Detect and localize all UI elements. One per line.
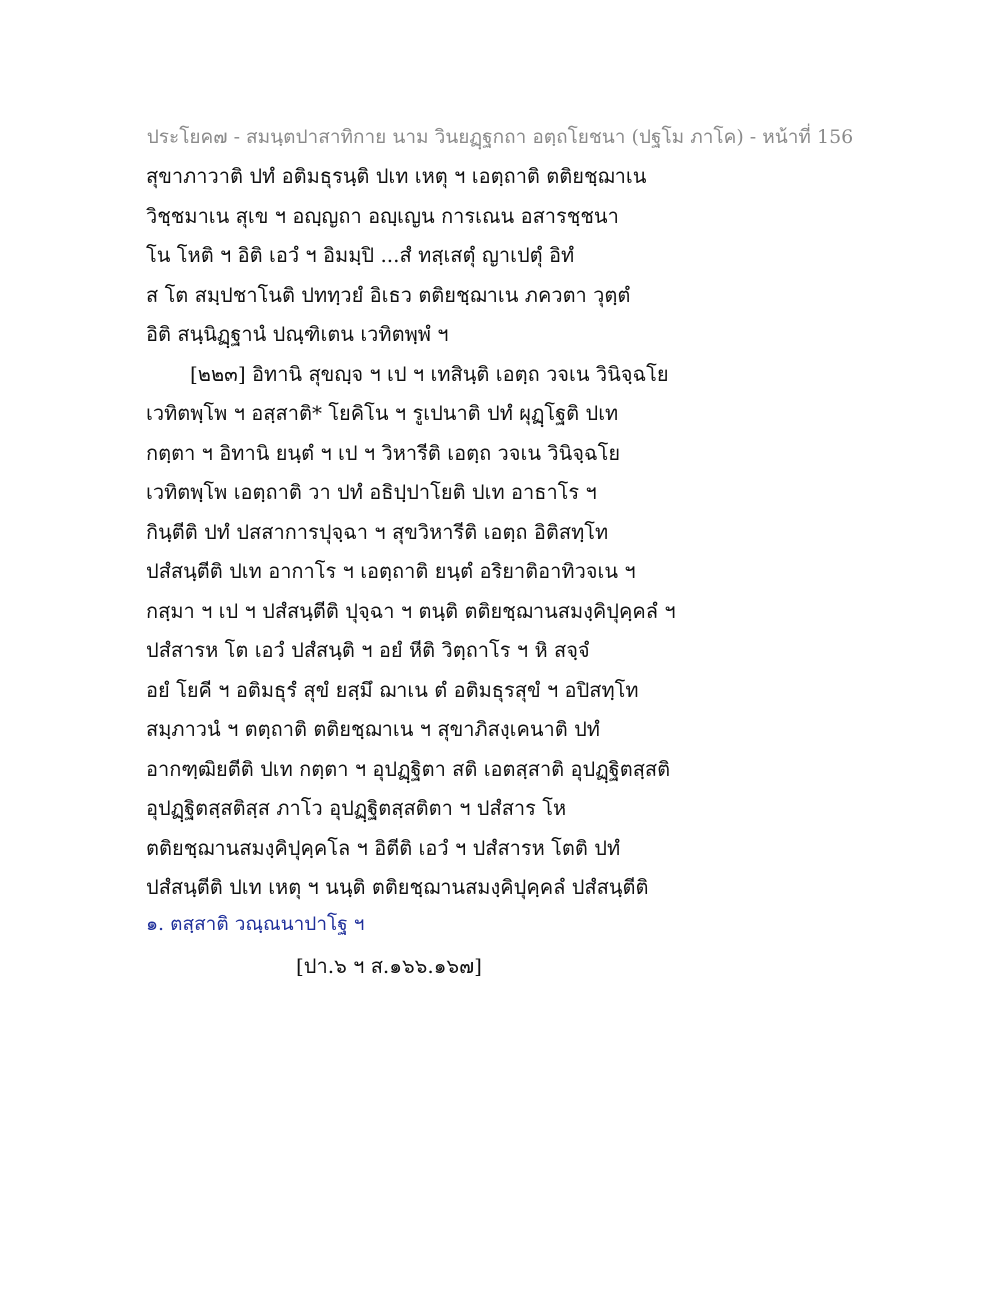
text-line: ส โต สมฺปชาโนติ ปททฺวยํ อิเธว ตติยชฺฌาเน ภควตา วุตฺตํ <box>146 282 631 307</box>
paragraph-start-line: [๒๒๓] อิทานิ สุขญฺจ ฯ เป ฯ เทสินฺติ เอตฺถ วจเน วินิจฺฉโย <box>190 361 669 386</box>
text-line: ตติยชฺฌานสมงฺคิปุคฺคโล ฯ อิตีติ เอวํ ฯ ปสํสารห โตติ ปทํ <box>146 835 621 860</box>
text-line: เวทิตพฺโพ ฯ อสฺสาติ* โยคิโน ฯ รูเปนาติ ปทํ ผุฏฺโฐติ ปเท <box>146 401 619 425</box>
text-line: สุขาภาวาติ ปทํ อติมธุรนฺติ ปเท เหตุ ฯ เอตฺถาติ ตติยชฺฌาเน <box>146 164 647 188</box>
page-header: ประโยค๗ - สมนฺตปาสาทิกาย นาม วินยฏฺฐกถา อตฺถโยชนา (ปฐโม ภาโค) - หน้าที่ 156 <box>146 126 854 148</box>
text-line: เวทิตพฺโพ เอตฺถาติ วา ปทํ อธิปฺปาโยติ ปเท อาธาโร ฯ <box>146 480 597 504</box>
page-reference: [ปา.๖ ฯ ส.๑๖๖.๑๖๗] <box>296 954 482 978</box>
text-line: อุปฏฺฐิตสฺสติสฺส ภาโว อุปฏฺฐิตสฺสติตา ฯ ปสํสาร โห <box>146 796 567 820</box>
text-line: ปสํสนฺตีติ ปเท อากาโร ฯ เอตฺถาติ ยนฺตํ อริยาติอาทิวจเน ฯ <box>146 559 636 583</box>
text-line: สมฺภาวนํ ฯ ตตฺถาติ ตติยชฺฌาเน ฯ สุขาภิสงฺเคนาติ ปทํ <box>146 717 600 741</box>
text-line: กสฺมา ฯ เป ฯ ปสํสนฺตีติ ปุจฺฉา ฯ ตนฺติ ตติยชฺฌานสมงฺคิปุคฺคลํ ฯ <box>146 598 676 623</box>
text-line: กตฺตา ฯ อิทานิ ยนฺตํ ฯ เป ฯ วิหารีติ เอตฺถ วจเน วินิจฺฉโย <box>146 440 621 465</box>
text-line: ปสํสารห โต เอวํ ปสํสนฺติ ฯ อยํ หีติ วิตฺถาโร ฯ หิ สจฺจํ <box>146 638 590 662</box>
text-line: อากฑฺฒิยตีติ ปเท กตฺตา ฯ อุปฏฺฐิตา สติ เอตสฺสาติ อุปฏฺฐิตสฺสติ <box>146 756 671 781</box>
footnote: ๑. ตสฺสาติ วณฺณนาปาโฐ ฯ <box>146 912 365 935</box>
text-line: กินฺตีติ ปทํ ปสสาการปุจฺฉา ฯ สุขวิหารีติ เอตฺถ อิติสทฺโท <box>146 519 609 544</box>
text-line: อยํ โยคี ฯ อติมธุรํ สุขํ ยสฺมึ ฌาเน ตํ อติมธุรสุขํ ฯ อปิสทฺโท <box>146 677 639 702</box>
text-line: อิติ สนฺนิฏฺฐานํ ปณฺฑิเตน เวทิตพฺพํ ฯ <box>146 322 449 346</box>
text-line: วิชฺชมาเน สุเข ฯ อญฺญถา อญฺเญน การเณน อสารชฺชนา <box>146 203 619 228</box>
body-text <box>146 157 886 940</box>
text-line: โน โหติ ฯ อิติ เอวํ ฯ อิมมฺปิ ...สํ ทสฺเสตุํ ญาเปตุํ อิทํ <box>146 243 575 267</box>
text-line: ปสํสนฺตีติ ปเท เหตุ ฯ นนฺติ ตติยชฺฌานสมงฺคิปุคฺคลํ ปสํสนฺตีติ <box>146 875 649 899</box>
